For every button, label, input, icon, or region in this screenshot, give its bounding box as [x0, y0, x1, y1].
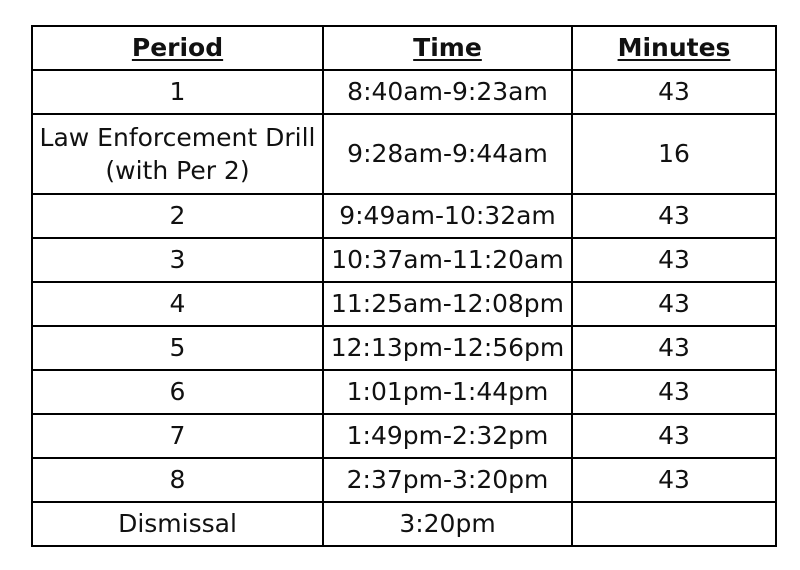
period-cell: 4	[32, 282, 323, 326]
table-row	[32, 458, 776, 502]
minutes-cell: 43	[572, 458, 776, 502]
header-period: Period	[32, 26, 323, 70]
header-minutes: Minutes	[572, 26, 776, 70]
time-cell: 9:28am-9:44am	[323, 114, 572, 194]
period-cell: 7	[32, 414, 323, 458]
time-cell: 11:25am-12:08pm	[323, 282, 572, 326]
time-cell: 12:13pm-12:56pm	[323, 326, 572, 370]
time-cell: 1:49pm-2:32pm	[323, 414, 572, 458]
time-cell: 9:49am-10:32am	[323, 194, 572, 238]
minutes-cell: 43	[572, 282, 776, 326]
table-row	[32, 70, 776, 114]
period-cell: 3	[32, 238, 323, 282]
time-cell: 1:01pm-1:44pm	[323, 370, 572, 414]
time-cell: 3:20pm	[323, 502, 572, 546]
header-row	[32, 26, 776, 70]
minutes-cell: 43	[572, 238, 776, 282]
table-row	[32, 414, 776, 458]
table-row	[32, 370, 776, 414]
table-row	[32, 194, 776, 238]
time-cell: 8:40am-9:23am	[323, 70, 572, 114]
time-cell: 10:37am-11:20am	[323, 238, 572, 282]
minutes-cell	[572, 502, 776, 546]
table-row	[32, 238, 776, 282]
time-cell: 2:37pm-3:20pm	[323, 458, 572, 502]
period-cell: 2	[32, 194, 323, 238]
minutes-cell: 43	[572, 326, 776, 370]
minutes-cell: 43	[572, 70, 776, 114]
table-row	[32, 502, 776, 546]
table-row	[32, 326, 776, 370]
bell-schedule-table	[31, 25, 777, 547]
period-cell: 5	[32, 326, 323, 370]
period-cell: Dismissal	[32, 502, 323, 546]
minutes-cell: 43	[572, 194, 776, 238]
minutes-cell: 43	[572, 370, 776, 414]
minutes-cell: 43	[572, 414, 776, 458]
table-row	[32, 114, 776, 194]
header-time: Time	[323, 26, 572, 70]
period-cell: 6	[32, 370, 323, 414]
period-cell: 1	[32, 70, 323, 114]
table-row	[32, 282, 776, 326]
period-cell: 8	[32, 458, 323, 502]
minutes-cell: 16	[572, 114, 776, 194]
period-cell: Law Enforcement Drill (with Per 2)	[32, 114, 323, 194]
